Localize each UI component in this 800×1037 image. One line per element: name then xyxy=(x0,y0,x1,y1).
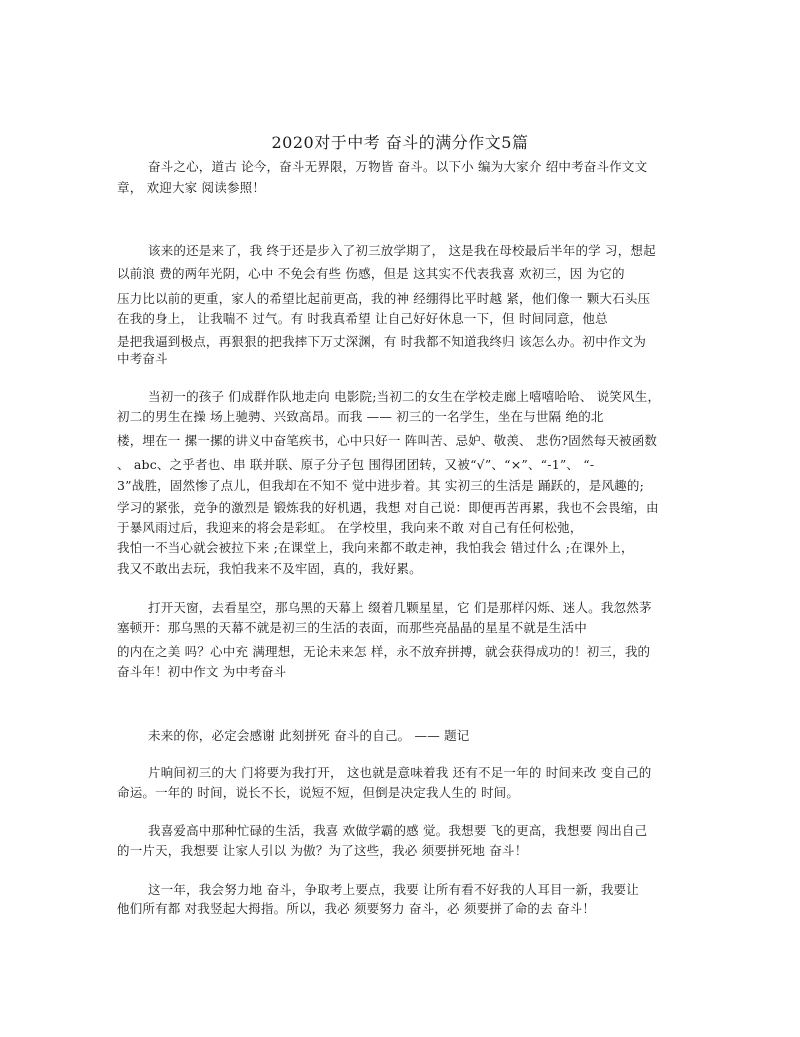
para7-line-1: 这一年，我会努力地 奋斗，争取考上要点，我要 让所有看不好我的人耳目一新，我要让 xyxy=(148,882,639,897)
para2-line-6: 学习的紧张，竞争的激烈是 锻炼我的好机遇，我想 对自己说：即便再苦再累，我也不会畏缩，由 xyxy=(117,500,659,515)
para2-line-8: 我怕一不当心就会被拉下来 ;在课堂上，我向来都不敢走神，我怕我会 错过什么 ;在课外上， xyxy=(117,540,634,555)
intro-line-1: 奋斗之心，道古 论今，奋斗无界限，万物皆 奋斗。以下小 编为大家介 绍中考奋斗作文文 xyxy=(148,159,648,174)
para3-line-1: 打开天窗，去看星空，那乌黑的天幕上 缀着几颗星星，它 们是那样闪烁、迷人。我忽然茅 xyxy=(148,600,652,615)
para1-line-3: 压力比以前的更重，家人的希望比起前更高，我的神 经绷得比平时越 紧，他们像一 颗大石头压 xyxy=(117,291,651,306)
para5-line-1: 片晌间初三的大 门将要为我打开， 这也就是意味着我 还有不足一年的 时间来改 变自己的 xyxy=(148,765,652,780)
para1-line-1: 该来的还是来了，我 终于还是步入了初三放学期了， 这是我在母校最后半年的学 习，想起 xyxy=(148,243,656,258)
para3-line-4: 奋斗年！初中作文 为中考奋斗 xyxy=(117,664,287,679)
para6-line-2: 的一片天，我想要 让家人引以 为傲？为了这些，我必 须要拼死地 奋斗！ xyxy=(117,843,528,858)
para3-line-2: 塞顿开：那乌黑的天幕不就是初三的生活的表面，而那些亮晶晶的星星不就是生活中 xyxy=(117,620,587,635)
para2-line-2: 初二的男生在操 场上驰骋、兴致高昂。而我 —— 初三的一名学生，坐在与世隔 绝的北 xyxy=(117,409,604,424)
para2-line-9: 我又不敢出去玩，我怕我来不及牢固，真的，我好累。 xyxy=(117,561,422,576)
intro-line-2: 章， 欢迎大家 阅读参照！ xyxy=(117,180,266,195)
para2-line-4: 、 abc、之乎者也、串 联并联、原子分子包 围得团团转，又被“√”、“×”、“-1”、 “- xyxy=(117,457,595,472)
para1-line-5: 是把我逼到极点，再狠狠的把我摔下万丈深渊，有 时我都不知道我终归 该怎么办。初中作文为 xyxy=(117,334,647,349)
para2-line-7: 于暴风雨过后，我迎来的将会是彩虹。 在学校里，我向来不敢 对自己有任何松弛， xyxy=(117,520,583,535)
para4-line-1: 未来的你，必定会感谢 此刻拼死 奋斗的自己。 —— 题记 xyxy=(148,728,470,743)
para1-line-6: 中考奋斗 xyxy=(117,351,168,366)
para3-line-3: 的内在之美 吗？心中充 满理想，无论未来怎 样，永不放弃拼搏，就会获得成功的！初三，我的 xyxy=(117,644,651,659)
para7-line-2: 他们所有都 对我竖起大拇指。所以，我必 须要努力 奋斗，必 须要拼了命的去 奋斗！ xyxy=(117,901,596,916)
para5-line-2: 命运。一年的 时间，说长不长，说短不短，但倒是决定我人生的 时间。 xyxy=(117,785,520,800)
para1-line-2: 以前浪 费的两年光阴，心中 不免会有些 伤感，但是 这其实不代表我喜 欢初三，因 为它的 xyxy=(117,266,625,281)
document-title: 2020对于中考 奋斗的满分作文5篇 xyxy=(271,133,529,152)
para2-line-3: 楼，埋在一 摞一摞的讲义中奋笔疾书，心中只好一 阵叫苦、忌妒、敬羡、 悲伤?固然每天被函数 xyxy=(117,433,658,448)
para1-line-4: 在我的身上， 让我喘不 过气。有 时我真希望 让自己好好休息一下，但 时间同意，他总 xyxy=(117,311,608,326)
para2-line-5: 3”战胜，固然惨了点儿，但我却在不知不 觉中进步着。其 实初三的生活是 踊跃的，是风趣的; xyxy=(117,478,644,493)
para2-line-1: 当初一的孩子 们成群作队地走向 电影院;当初二的女生在学校走廊上嘻嘻哈哈、 说笑风生， xyxy=(148,389,661,404)
para6-line-1: 我喜爱高中那种忙碌的生活，我喜 欢做学霸的感 觉。我想要 飞的更高，我想要 闯出自己 xyxy=(148,823,648,838)
